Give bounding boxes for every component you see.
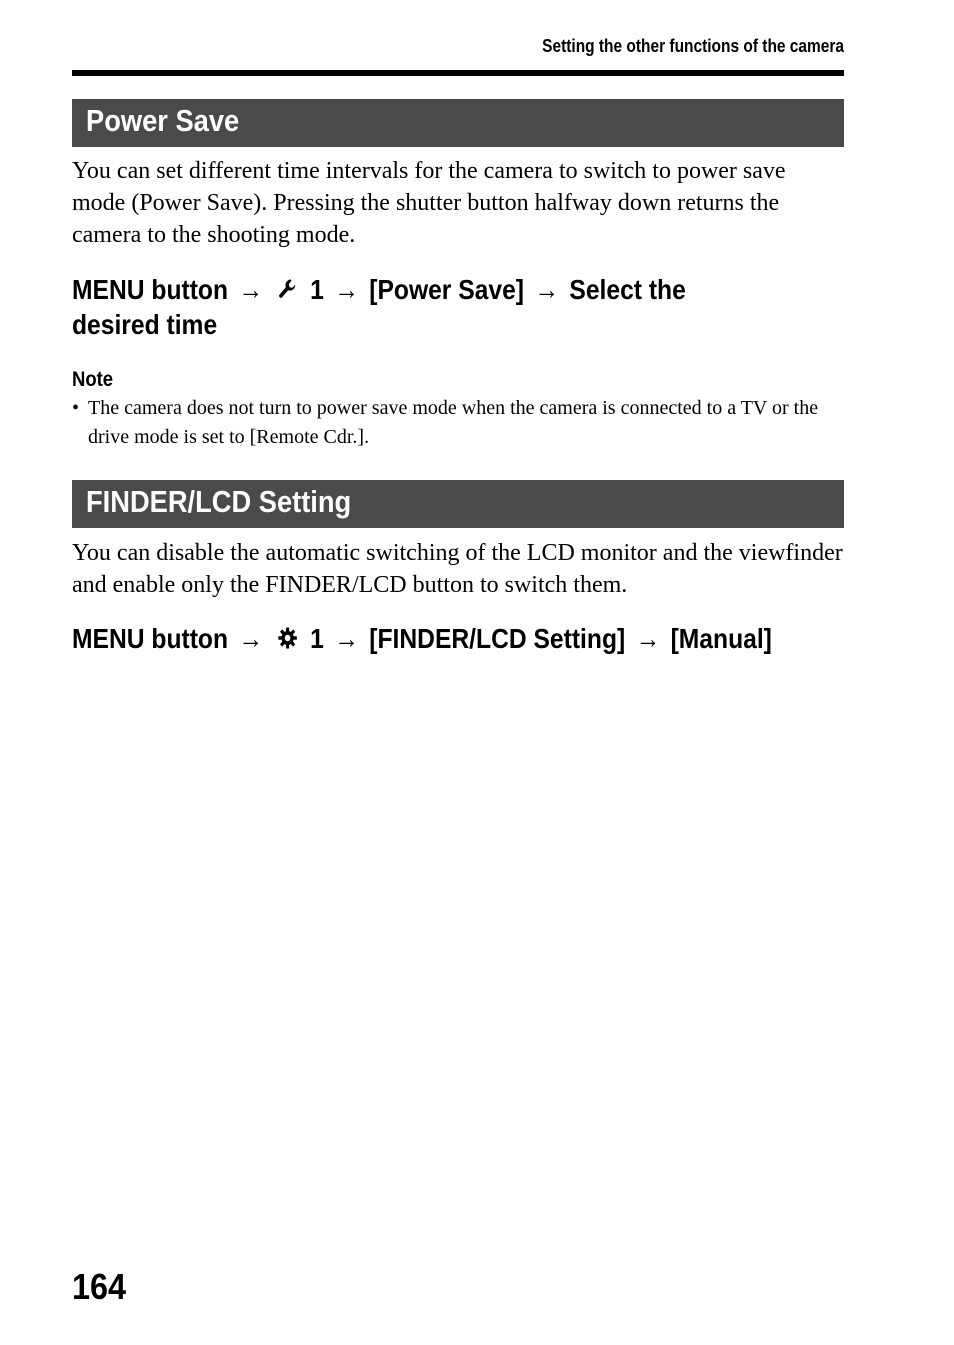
menu-path: [72, 272, 776, 342]
menu-path-tab: 1: [310, 623, 324, 654]
menu-path-item: [FINDER/LCD Setting]: [369, 623, 626, 654]
note-title: Note: [72, 368, 114, 391]
section-title: Power Save: [86, 103, 240, 138]
section-bar-power-save: [72, 99, 844, 147]
arrow-icon: →: [334, 623, 359, 654]
section-title: FINDER/LCD Setting: [86, 484, 352, 519]
section-body: You can disable the automatic switching of the LCD monitor and the viewfinder and enable only the FINDER/LCD button to switch them.: [72, 540, 843, 598]
menu-path-tab: 1: [310, 274, 324, 305]
wrench-icon: [277, 277, 298, 301]
gear-icon: [277, 626, 298, 650]
arrow-icon: →: [334, 274, 359, 305]
menu-path-start: MENU button: [72, 623, 229, 654]
arrow-icon: →: [238, 274, 264, 305]
bullet-icon: •: [72, 397, 80, 419]
section-bar-finder-lcd: [72, 480, 844, 528]
menu-path-action: [Manual]: [670, 623, 772, 654]
menu-path-start: MENU button: [72, 274, 229, 305]
menu-path-item: [Power Save]: [369, 274, 525, 305]
arrow-icon: →: [534, 274, 560, 305]
section-body: You can set different time intervals for the camera to switch to power save mode (Power Save). Pressing the shutter button halfway down returns the camera to the shooting mode.: [72, 158, 786, 248]
header-rule: [72, 70, 844, 76]
menu-path: [72, 621, 776, 656]
page-number: 164: [72, 1266, 127, 1307]
note-text: The camera does not turn to power save mode when the camera is connected to a TV or the drive mode is set to [Remote Cdr.].: [88, 397, 819, 448]
running-header: Setting the other functions of the camera: [542, 36, 844, 56]
arrow-icon: →: [238, 623, 264, 654]
menu-path-action: Select the desired time: [72, 274, 686, 340]
arrow-icon: →: [635, 623, 661, 654]
note-item: [72, 394, 852, 452]
